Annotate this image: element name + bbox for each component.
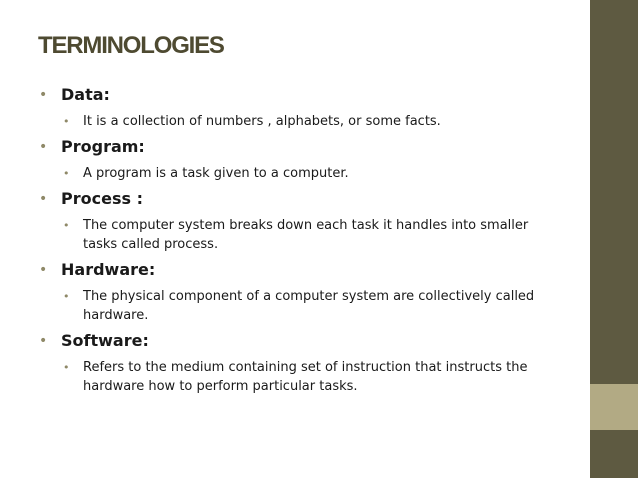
bullet-icon: • — [63, 115, 70, 128]
term-label: Software: — [61, 331, 149, 350]
list-item — [38, 84, 558, 131]
term-description — [61, 112, 558, 131]
bullet-icon: • — [39, 333, 48, 349]
description-text: Refers to the medium containing set of instruction that instructs the hardware how to perform particular tasks. — [83, 360, 528, 394]
term-description — [61, 358, 558, 396]
list-item — [38, 188, 558, 254]
bullet-icon: • — [39, 262, 48, 278]
description-text: It is a collection of numbers , alphabets, or some facts. — [83, 114, 441, 129]
slide-title: TERMINOLOGIES — [38, 32, 224, 59]
term-label: Process : — [61, 189, 143, 208]
bullet-list — [38, 84, 558, 401]
list-item — [38, 259, 558, 325]
term-label: Program: — [61, 137, 145, 156]
term-description — [61, 164, 558, 183]
bullet-icon: • — [63, 219, 70, 232]
bullet-icon: • — [39, 191, 48, 207]
term-heading — [39, 330, 558, 352]
description-text: The computer system breaks down each task it handles into smaller tasks called process. — [83, 218, 529, 252]
bullet-icon: • — [39, 139, 48, 155]
bullet-icon: • — [63, 167, 70, 180]
bullet-icon: • — [39, 87, 48, 103]
term-heading — [39, 259, 558, 281]
bullet-icon: • — [63, 361, 70, 374]
description-text: A program is a task given to a computer. — [83, 166, 349, 181]
list-item — [38, 330, 558, 396]
bullet-icon: • — [63, 290, 70, 303]
term-label: Hardware: — [61, 260, 156, 279]
description-text: The physical component of a computer system are collectively called hardware. — [83, 289, 535, 323]
term-heading — [39, 188, 558, 210]
side-decoration-accent — [590, 384, 638, 430]
term-description — [61, 287, 558, 325]
term-label: Data: — [61, 85, 110, 104]
list-item — [38, 136, 558, 183]
term-description — [61, 216, 558, 254]
term-heading — [39, 136, 558, 158]
term-heading — [39, 84, 558, 106]
